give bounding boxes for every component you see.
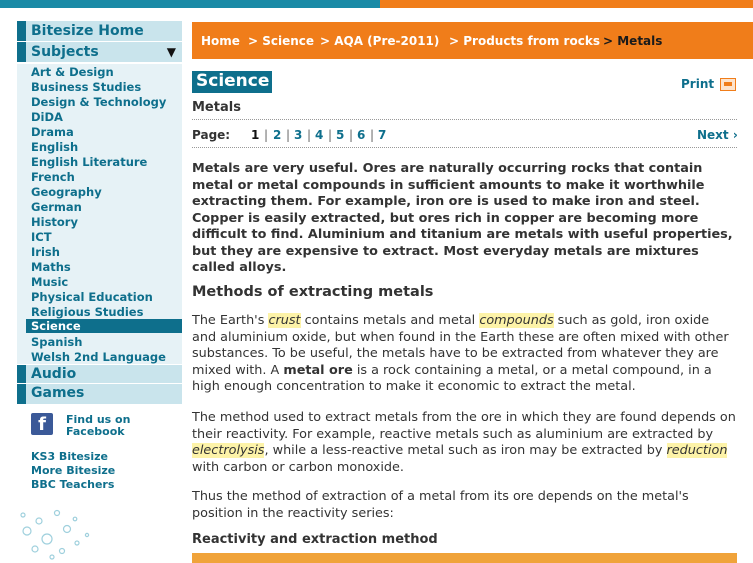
breadcrumb [192,22,753,59]
sidebar-subjects-toggle[interactable] [26,42,182,62]
breadcrumb-products-from-rocks[interactable]: > Products from rocks [449,34,600,48]
glossary-link-compounds[interactable]: compounds [479,313,554,328]
sidebar-item-irish[interactable]: Irish [31,245,60,259]
pager-page-7[interactable]: 7 [378,128,387,142]
link-bbc-teachers[interactable]: BBC Teachers [31,478,115,491]
printer-icon[interactable] [720,78,736,91]
breadcrumb-science[interactable]: > Science [248,34,315,48]
facebook-link[interactable]: Find us on Facebook [66,413,131,438]
sidebar-item-physical-education[interactable]: Physical Education [31,290,153,304]
text-run: , while a less-reactive metal such as iron may be extracted by [264,443,667,458]
sidebar-subjects-marker [17,42,26,62]
pager-page-1: 1 [251,128,260,142]
divider [192,119,737,120]
sidebar-item-german[interactable]: German [31,200,82,214]
sidebar-item-games[interactable] [26,384,182,404]
text-run: The Earth's [192,313,269,328]
bold-term-metal-ore: metal ore [283,362,353,378]
text-run: with carbon or carbon monoxide. [192,459,404,475]
text-run: is a rock containing a metal, or a metal compound, in a high enough concentration to make it economic to extract the metal. [192,362,712,394]
sidebar-audio-label: Audio [31,366,77,382]
sidebar-item-art-design[interactable]: Art & Design [31,65,114,79]
table-header-bar [192,553,737,563]
pager-separator: | [307,128,312,142]
top-banner-teal [0,0,380,8]
intro-paragraph: Metals are very useful. Ores are naturally occurring rocks that contain metal or metal compounds in sufficient amounts to make it worthwhile extracting them. For example, iron ore is used to make iron and steel. Copper is easily extracted, but ores rich in copper are becoming more difficult to find. Aluminium and titanium are metals with useful properties, but they are expensive to extract. Most everyday metals are mixtures called alloys. [192,161,733,275]
section-badge-label: Science [196,71,270,91]
top-banner-orange [380,0,753,8]
sidebar-item-spanish[interactable]: Spanish [31,335,83,349]
sidebar-item-design-technology[interactable]: Design & Technology [31,95,167,109]
sidebar-list-gutter [17,64,26,364]
pager-separator: | [264,128,269,142]
glossary-link-reduction[interactable]: reduction [666,443,728,458]
sidebar-item-drama[interactable]: Drama [31,125,74,139]
breadcrumb-aqa[interactable]: > AQA (Pre-2011) [320,34,440,48]
sidebar-item-bitesize-home[interactable] [26,21,182,41]
glossary-link-electrolysis[interactable]: electrolysis [192,443,265,458]
breadcrumb-current-metals: > Metals [603,34,663,48]
body-paragraph-3: Thus the method of extraction of a metal from its ore depends on the metal's position in the reactivity series: [192,489,689,521]
sidebar-item-business-studies[interactable]: Business Studies [31,80,142,94]
sidebar-item-science-label: Science [31,319,81,333]
sidebar-item-science[interactable] [26,319,182,333]
sidebar-item-geography[interactable]: Geography [31,185,102,199]
sidebar-audio-marker [17,365,26,383]
pager-separator: | [370,128,375,142]
glossary-link-crust[interactable]: crust [268,313,301,328]
pager-page-5[interactable]: 5 [336,128,345,142]
section-heading: Methods of extracting metals [192,284,434,300]
sidebar-item-religious-studies[interactable]: Religious Studies [31,305,144,319]
bubbles-decoration [17,491,177,563]
breadcrumb-home[interactable]: Home [201,34,240,48]
text-run: such as gold, iron oxide and aluminium oxide, but when found in the Earth these are often mixed with other substances. To be useful, the metals have to be extracted from whatever they are mixed with. A [192,313,729,378]
sidebar-item-music[interactable]: Music [31,275,69,289]
sidebar-home-label: Bitesize Home [31,23,144,39]
pager-label: Page: [192,128,231,142]
pager-separator: | [328,128,333,142]
sidebar-item-welsh[interactable]: Welsh 2nd Language [31,350,166,364]
facebook-icon[interactable]: f [31,413,53,435]
sidebar-item-english-literature[interactable]: English Literature [31,155,148,169]
subheading: Reactivity and extraction method [192,532,438,547]
body-paragraph-2 [192,410,737,476]
pager-page-2[interactable]: 2 [273,128,282,142]
sidebar-item-french[interactable]: French [31,170,75,184]
sidebar-item-audio[interactable] [26,365,182,383]
divider [192,147,737,148]
sidebar-games-marker [17,384,26,404]
sidebar-item-english[interactable]: English [31,140,79,154]
sidebar-item-dida[interactable]: DiDA [31,110,63,124]
sidebar-item-ict[interactable]: ICT [31,230,52,244]
pager-page-3[interactable]: 3 [294,128,303,142]
text-run: The method used to extract metals from the ore in which they are found depends on their reactivity. For example, reactive metals such as aluminium are extracted by [192,410,736,442]
chevron-down-icon: ▼ [166,45,176,59]
sidebar-item-history[interactable]: History [31,215,78,229]
pager-separator: | [349,128,354,142]
link-more-bitesize[interactable]: More Bitesize [31,464,116,477]
sidebar-item-maths[interactable]: Maths [31,260,71,274]
pager-separator: | [286,128,291,142]
sidebar-games-label: Games [31,385,85,401]
sidebar-subjects-label: Subjects [31,44,99,60]
print-link[interactable]: Print [681,77,715,91]
page-title: Metals [192,100,241,115]
pager-page-4[interactable]: 4 [315,128,324,142]
sidebar [17,21,182,563]
sidebar-home-marker [17,21,26,41]
text-run: contains metals and metal [300,313,480,328]
section-badge [192,71,272,93]
next-page-link[interactable]: Next › [697,128,738,142]
body-paragraph-1 [192,313,737,396]
link-ks3-bitesize[interactable]: KS3 Bitesize [31,450,108,463]
pager-page-6[interactable]: 6 [357,128,366,142]
top-banner [0,0,753,8]
